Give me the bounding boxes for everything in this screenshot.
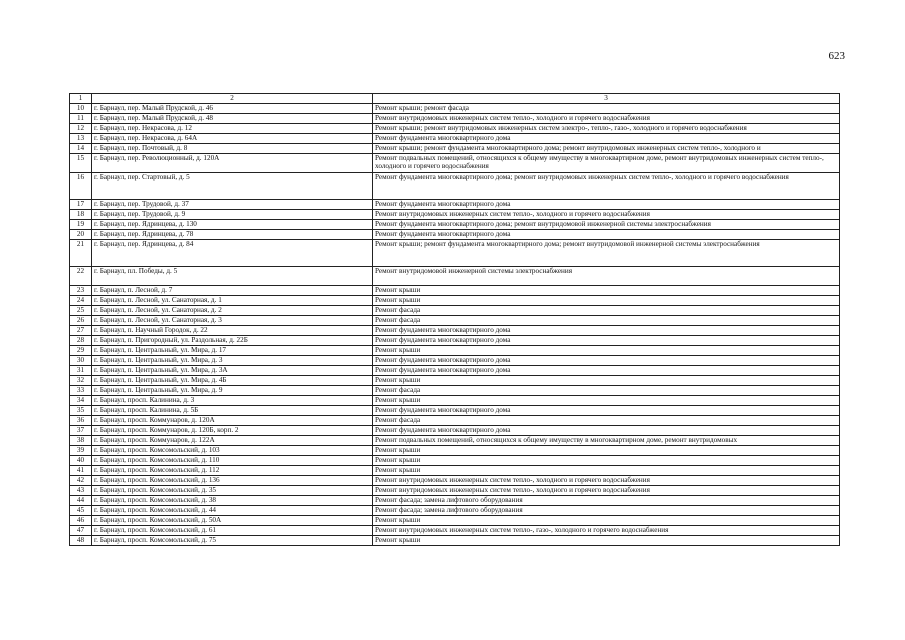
table-row [70,286,840,296]
table-row [70,134,840,144]
row-number: 37 [70,426,92,436]
row-number: 18 [70,210,92,220]
table-row [70,526,840,536]
row-address: г. Барнаул, пер. Трудовой, д. 37 [92,200,373,210]
row-address: г. Барнаул, пер. Некрасова, д. 64А [92,134,373,144]
row-address: г. Барнаул, п. Центральный, ул. Мира, д. 17 [92,346,373,356]
row-works: Ремонт внутридомовой инженерной системы электроснабжения [373,267,840,286]
row-works: Ремонт внутридомовых инженерных систем тепло-, холодного и горячего водоснабжения [373,114,840,124]
row-number: 13 [70,134,92,144]
row-works: Ремонт фундамента многоквартирного дома [373,326,840,336]
row-number: 22 [70,267,92,286]
table-row [70,456,840,466]
row-number: 47 [70,526,92,536]
row-address: г. Барнаул, пл. Победы, д. 5 [92,267,373,286]
row-number: 17 [70,200,92,210]
table-row [70,436,840,446]
row-number: 35 [70,406,92,416]
row-works: Ремонт фасада; замена лифтового оборудования [373,496,840,506]
row-address: г. Барнаул, пер. Некрасова, д. 12 [92,124,373,134]
row-address: г. Барнаул, п. Лесной, ул. Санаторная, д. 1 [92,296,373,306]
row-number: 38 [70,436,92,446]
row-works: Ремонт фасада [373,386,840,396]
row-works: Ремонт крыши; ремонт фундамента многоквартирного дома; ремонт внутридомовой инженерной системы электроснабжения [373,240,840,267]
row-number: 14 [70,144,92,154]
row-number: 11 [70,114,92,124]
row-address: г. Барнаул, просп. Комсомольский, д. 110 [92,456,373,466]
table-row [70,306,840,316]
table-row [70,173,840,200]
table-row [70,426,840,436]
page-number: 623 [828,50,845,62]
row-address: г. Барнаул, п. Лесной, д. 7 [92,286,373,296]
row-works: Ремонт подвальных помещений, относящихся к общему имуществу в многоквартирном доме, ремонт внутридомовых инженерных систем тепло-, холодного и горячего водоснабжения [373,154,840,173]
row-works: Ремонт фундамента многоквартирного дома [373,134,840,144]
row-address: г. Барнаул, просп. Коммунаров, д. 122А [92,436,373,446]
row-works: Ремонт крыши [373,516,840,526]
row-number: 19 [70,220,92,230]
repair-register-table [69,93,840,546]
row-works: Ремонт крыши [373,536,840,546]
row-works: Ремонт внутридомовых инженерных систем тепло-, холодного и горячего водоснабжения [373,476,840,486]
table-row [70,296,840,306]
row-works: Ремонт фасада [373,416,840,426]
row-number: 44 [70,496,92,506]
table-row [70,466,840,476]
row-address: г. Барнаул, пер. Ядринцева, д. 130 [92,220,373,230]
table-row [70,376,840,386]
row-address: г. Барнаул, пер. Ядринцева, д. 78 [92,230,373,240]
row-number: 12 [70,124,92,134]
row-address: г. Барнаул, просп. Коммунаров, д. 120Б, корп. 2 [92,426,373,436]
row-number: 42 [70,476,92,486]
table-row [70,416,840,426]
row-number: 21 [70,240,92,267]
row-address: г. Барнаул, п. Центральный, ул. Мира, д. 3 [92,356,373,366]
row-works: Ремонт крыши [373,446,840,456]
row-number: 28 [70,336,92,346]
row-address: г. Барнаул, п. Научный Городок, д. 22 [92,326,373,336]
row-address: г. Барнаул, просп. Комсомольский, д. 136 [92,476,373,486]
row-works: Ремонт крыши [373,466,840,476]
row-address: г. Барнаул, п. Центральный, ул. Мира, д. 3А [92,366,373,376]
table-row [70,154,840,173]
row-works: Ремонт фундамента многоквартирного дома [373,406,840,416]
row-works: Ремонт крыши; ремонт фундамента многоквартирного дома; ремонт внутридомовых инженерных систем тепло-, холодного и [373,144,840,154]
row-address: г. Барнаул, просп. Комсомольский, д. 112 [92,466,373,476]
row-address: г. Барнаул, просп. Комсомольский, д. 61 [92,526,373,536]
row-works: Ремонт фундамента многоквартирного дома [373,200,840,210]
row-address: г. Барнаул, просп. Калинина, д. 3 [92,396,373,406]
row-number: 20 [70,230,92,240]
row-works: Ремонт внутридомовых инженерных систем тепло-, холодного и горячего водоснабжения [373,210,840,220]
row-address: г. Барнаул, просп. Комсомольский, д. 38 [92,496,373,506]
row-works: Ремонт подвальных помещений, относящихся к общему имуществу в многоквартирном доме, ремонт внутридомовых [373,436,840,446]
header-col-address: 2 [92,94,373,104]
row-address: г. Барнаул, просп. Комсомольский, д. 35 [92,486,373,496]
row-number: 15 [70,154,92,173]
row-works: Ремонт крыши [373,456,840,466]
row-address: г. Барнаул, пер. Малый Прудской, д. 46 [92,104,373,114]
row-number: 25 [70,306,92,316]
header-col-works: 3 [373,94,840,104]
table-row [70,124,840,134]
row-address: г. Барнаул, просп. Комсомольский, д. 50А [92,516,373,526]
row-works: Ремонт фундамента многоквартирного дома [373,356,840,366]
row-number: 33 [70,386,92,396]
table-row [70,406,840,416]
row-works: Ремонт крыши; ремонт внутридомовых инженерных систем электро-, тепло-, газо-, холодного и горячего водоснабжения [373,124,840,134]
row-works: Ремонт крыши [373,346,840,356]
row-address: г. Барнаул, просп. Комсомольский, д. 75 [92,536,373,546]
row-works: Ремонт внутридомовых инженерных систем тепло-, газо-, холодного и горячего водоснабжения [373,526,840,536]
row-works: Ремонт крыши [373,396,840,406]
row-number: 43 [70,486,92,496]
table-row [70,366,840,376]
row-address: г. Барнаул, пер. Ядринцева, д. 84 [92,240,373,267]
table-row [70,446,840,456]
table-row [70,316,840,326]
row-number: 41 [70,466,92,476]
header-col-number: 1 [70,94,92,104]
row-address: г. Барнаул, пер. Почтовый, д. 8 [92,144,373,154]
row-works: Ремонт фундамента многоквартирного дома [373,336,840,346]
row-address: г. Барнаул, просп. Комсомольский, д. 103 [92,446,373,456]
row-works: Ремонт фундамента многоквартирного дома; ремонт внутридомовых инженерных систем тепло-, холодного и горячего водоснабжения [373,173,840,200]
row-works: Ремонт внутридомовых инженерных систем тепло-, холодного и горячего водоснабжения [373,486,840,496]
table-row [70,267,840,286]
row-address: г. Барнаул, просп. Калинина, д. 5Б [92,406,373,416]
table-row [70,506,840,516]
row-number: 16 [70,173,92,200]
table-row [70,114,840,124]
row-works: Ремонт крыши; ремонт фасада [373,104,840,114]
row-works: Ремонт фундамента многоквартирного дома [373,230,840,240]
row-works: Ремонт фундамента многоквартирного дома [373,366,840,376]
row-address: г. Барнаул, пер. Малый Прудской, д. 48 [92,114,373,124]
table-row [70,326,840,336]
row-address: г. Барнаул, п. Пригородный, ул. Раздольная, д. 22Б [92,336,373,346]
row-number: 29 [70,346,92,356]
row-number: 31 [70,366,92,376]
row-address: г. Барнаул, пер. Трудовой, д. 9 [92,210,373,220]
table-row [70,346,840,356]
row-number: 40 [70,456,92,466]
row-number: 36 [70,416,92,426]
row-address: г. Барнаул, просп. Коммунаров, д. 120А [92,416,373,426]
row-address: г. Барнаул, п. Лесной, ул. Санаторная, д. 3 [92,316,373,326]
row-address: г. Барнаул, п. Центральный, ул. Мира, д. 9 [92,386,373,396]
row-number: 23 [70,286,92,296]
table-row [70,486,840,496]
row-works: Ремонт фасада; замена лифтового оборудования [373,506,840,516]
row-number: 48 [70,536,92,546]
row-works: Ремонт крыши [373,286,840,296]
row-address: г. Барнаул, пер. Стартовый, д. 5 [92,173,373,200]
row-number: 10 [70,104,92,114]
table-row [70,144,840,154]
row-address: г. Барнаул, п. Лесной, ул. Санаторная, д. 2 [92,306,373,316]
table-row [70,240,840,267]
row-number: 46 [70,516,92,526]
row-address: г. Барнаул, пер. Революционный, д. 120А [92,154,373,173]
table-row [70,200,840,210]
table-row [70,496,840,506]
row-number: 39 [70,446,92,456]
table-row [70,230,840,240]
table-row [70,220,840,230]
table-row [70,476,840,486]
table-header-row [70,94,840,104]
row-number: 34 [70,396,92,406]
table-row [70,386,840,396]
table-row [70,356,840,366]
row-address: г. Барнаул, просп. Комсомольский, д. 44 [92,506,373,516]
row-works: Ремонт фундамента многоквартирного дома; ремонт внутридомовой инженерной системы электроснабжения [373,220,840,230]
table-row [70,516,840,526]
row-number: 27 [70,326,92,336]
row-works: Ремонт крыши [373,376,840,386]
row-number: 32 [70,376,92,386]
table-row [70,336,840,346]
row-works: Ремонт фасада [373,316,840,326]
table-row [70,210,840,220]
row-number: 45 [70,506,92,516]
row-works: Ремонт фасада [373,306,840,316]
table-row [70,536,840,546]
row-works: Ремонт крыши [373,296,840,306]
row-number: 24 [70,296,92,306]
row-works: Ремонт фундамента многоквартирного дома [373,426,840,436]
row-address: г. Барнаул, п. Центральный, ул. Мира, д. 4Б [92,376,373,386]
table-row [70,396,840,406]
row-number: 30 [70,356,92,366]
table-row [70,104,840,114]
table-body [70,104,840,546]
row-number: 26 [70,316,92,326]
